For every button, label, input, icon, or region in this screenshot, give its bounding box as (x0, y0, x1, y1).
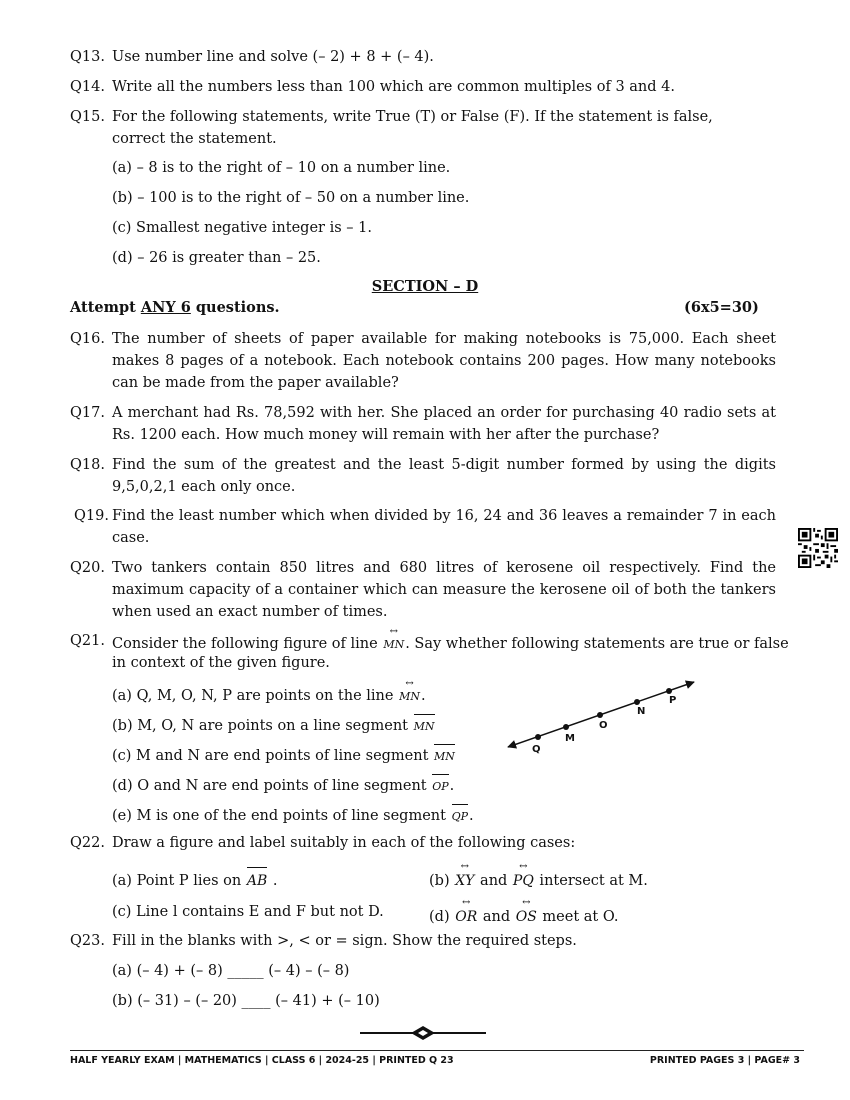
question-text: Consider the following figure of line MN ↔. Say whether following statements are true or false (112, 630, 789, 656)
q15-part-d: (d) – 26 is greater than – 25. (112, 250, 321, 266)
label-q: Q (532, 744, 541, 755)
question-text: Use number line and solve (– 2) + 8 + (– 4). (112, 49, 434, 65)
footer-page-info: PRINTED PAGES 3 | PAGE# 3 (649, 1055, 800, 1066)
question-text: Two tankers contain 850 litres and 680 litres of kerosene oil respectively. Find the maximum capacity of a container which can measure the kerosene oil of both the tankers when used an exact number of times. (112, 560, 776, 620)
question-number: Q20. (70, 560, 105, 576)
question-number: Q18. (70, 457, 105, 473)
segment-symbol: MN (414, 712, 435, 738)
label-n: N (637, 706, 646, 717)
q23-part-a: (a) (– 4) + (– 8) _____ (– 4) – (– 8) (112, 963, 350, 979)
question-number: Q14. (70, 79, 105, 95)
q15-part-c: (c) Smallest negative integer is – 1. (112, 220, 372, 236)
section-marks: (6x5=30) (684, 299, 759, 316)
question-text: A merchant had Rs. 78,592 with her. She placed an order for purchasing 40 radio sets at Rs. 1200 each. How much money will remain with her after the purchase? (112, 405, 776, 443)
q15-part-b: (b) – 100 is to the right of – 50 on a number line. (112, 190, 470, 206)
q21-part-a: (a) Q, M, O, N, P are points on the line MN ↔. (112, 682, 426, 708)
question-text-cont: in context of the given figure. (112, 655, 330, 671)
question-text: Write all the numbers less than 100 which are common multiples of 3 and 4. (112, 79, 675, 95)
segment-symbol: OP (432, 772, 448, 798)
q22-part-b: (b) XY ↔ and PQ ↔ intersect at M. (429, 865, 648, 892)
question-text: For the following statements, write True (T) or False (F). If the statement is false, correct the statement. (112, 109, 713, 147)
q15-part-a: (a) – 8 is to the right of – 10 on a number line. (112, 160, 451, 176)
qr-code-icon (798, 528, 838, 568)
section-title: SECTION – D (371, 278, 479, 295)
segment-symbol: MN (434, 742, 455, 768)
point-p (666, 688, 672, 694)
line-figure (498, 674, 703, 756)
attempt-instruction: Attempt ANY 6 questions. (70, 299, 280, 316)
segment-symbol: AB (247, 865, 267, 892)
question-number: Q15. (70, 109, 105, 125)
footer-exam-info: HALF YEARLY EXAM | MATHEMATICS | CLASS 6 | 2024-25 | PRINTED Q 23 (70, 1055, 454, 1066)
question-text: Find the least number which when divided by 16, 24 and 36 leaves a remainder 7 in each case. (112, 508, 776, 546)
q21-part-d: (d) O and N are end points of line segment OP. (112, 772, 454, 798)
question-text: Find the sum of the greatest and the least 5-digit number formed by using the digits 9,5,0,2,1 each only once. (112, 457, 776, 495)
line-symbol: XY ↔ (455, 865, 474, 892)
question-number: Q17. (70, 405, 105, 421)
question-number: Q22. (70, 835, 105, 851)
line-symbol: MN ↔ (399, 682, 420, 708)
label-p: P (669, 695, 677, 706)
question-number: Q13. (70, 49, 105, 65)
point-m (563, 724, 569, 730)
point-q (535, 734, 541, 740)
end-ornament-icon (358, 1025, 488, 1041)
ray-symbol: OR ↔ (455, 901, 477, 928)
label-o: O (599, 720, 608, 731)
question-number: Q21. (70, 633, 105, 649)
q22-part-d: (d) OR ↔ and OS ↔ meet at O. (429, 901, 619, 928)
question-text: Fill in the blanks with >, < or = sign. Show the required steps. (112, 933, 577, 949)
page-footer (70, 1050, 804, 1066)
question-text: The number of sheets of paper available for making notebooks is 75,000. Each sheet makes 8 pages of a notebook. Each notebook contains 200 pages. How many notebooks can be made from the paper available? (112, 331, 776, 391)
q23-part-b: (b) (– 31) – (– 20) ____ (– 41) + (– 10) (112, 993, 380, 1009)
q21-part-b: (b) M, O, N are points on a line segment MN (112, 712, 436, 738)
ray-symbol: OS ↔ (516, 901, 537, 928)
q22-part-a: (a) Point P lies on AB . (112, 865, 277, 892)
question-number: Q19. (74, 508, 109, 524)
question-number: Q23. (70, 933, 105, 949)
segment-symbol: QP (452, 802, 468, 828)
point-n (634, 699, 640, 705)
q21-part-c: (c) M and N are end points of line segment MN (112, 742, 456, 768)
question-number: Q16. (70, 331, 105, 347)
label-m: M (565, 733, 575, 744)
q22-part-c: (c) Line l contains E and F but not D. (112, 904, 384, 920)
q21-part-e: (e) M is one of the end points of line segment QP. (112, 802, 474, 828)
line-symbol: PQ ↔ (513, 865, 534, 892)
point-o (597, 712, 603, 718)
line-symbol: MN ↔ (383, 630, 404, 656)
question-text: Draw a figure and label suitably in each of the following cases: (112, 835, 576, 851)
